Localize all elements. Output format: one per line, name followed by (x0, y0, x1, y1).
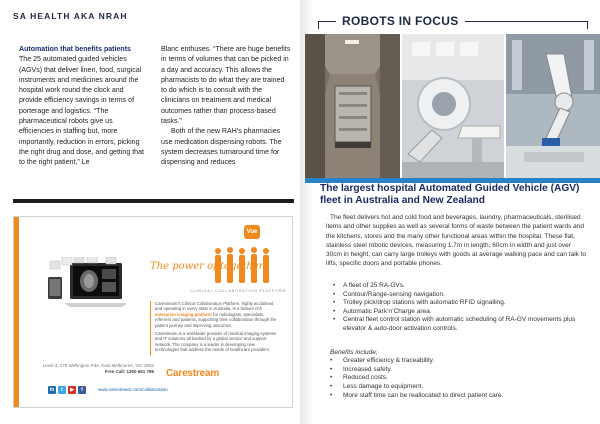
list-item: • Reduced costs. (330, 374, 590, 383)
benefits-list (330, 357, 590, 401)
list-item: • More staff time can be reallocated to direct patient care. (330, 392, 590, 401)
robot-photo-strip (305, 34, 600, 178)
section-title: ROBOTS IN FOCUS (336, 14, 465, 28)
list-item: • Greater efficiency & traceability. (330, 357, 590, 366)
list-item: • Increased safety. (330, 366, 590, 375)
twitter-icon[interactable]: t (58, 386, 66, 394)
list-item: • Central fleet control station with automatic scheduling of RA-GV movements plus elevator & auto-door activation controls. (333, 316, 583, 333)
list-item: • Contour/Range-sensing navigation. (333, 291, 583, 300)
ad-phone: Free Call: 1300 651 786 (104, 369, 154, 375)
ad-website-link[interactable]: www.carestream.com/collaboration (98, 387, 168, 392)
page-header: SA HEALTH AKA NRAH (13, 11, 128, 21)
ad-text-highlight: enterprise imaging platform (155, 311, 212, 317)
benefits-heading: Benefits include; (330, 349, 378, 356)
list-item: • Automatic Park’n’Charge area. (333, 308, 583, 317)
list-item: • A fleet of 25 RA-GVs. (333, 282, 583, 291)
column-2-paragraph-2: Both of the new RAH’s pharmacies use medication dispensing robots. The system decreases turnaround time for dispensing and reduces (161, 128, 282, 167)
ad-address: Level 3, 176 Wellington Pde, East Melbourne, VIC 3002 (42, 363, 154, 368)
fleet-feature-list (333, 282, 583, 334)
section-title-bracket-left (318, 21, 319, 29)
facebook-icon[interactable]: f (78, 386, 86, 394)
agv-corridor-photo (305, 34, 400, 178)
column-2-paragraph-1: Blanc enthuses. “There are huge benefits in terms of volumes that can be picked in a day and accuracy. This allows the pharmacists to do what they are trained to do which is to consult with the clinicians on treatment and medical outcomes rather than process-based tasks.” (161, 46, 291, 126)
article-column-1 (19, 45, 147, 169)
vue-badge: Vue (244, 225, 260, 239)
ad-accent-strip (14, 217, 19, 407)
ad-text-1a: Carestream’s Clinical Collaboration Platform, highly acclaimed and operating in every state in Australia, is a feature rich (155, 301, 274, 312)
ad-text-1b: for radiologists, specialists, referrers and patients, supporting their collaboration through the patient journey and improving outcomes. (155, 311, 277, 328)
social-icons (48, 386, 86, 394)
linkedin-icon[interactable]: in (49, 387, 55, 393)
article-body (326, 213, 588, 269)
ad-address-block (34, 363, 154, 375)
ad-subtitle: CLINICAL COLLABORATION PLATFORM (190, 289, 287, 293)
imaging-robot-photo (402, 34, 504, 178)
ad-text-2: Carestream is a worldwide provider of medical imaging systems and IT solutions all backed by a global service and support network. The company is a leader in developing new technologies that address the needs of healthcare providers. (155, 331, 277, 353)
column-1-text: The 25 automated guided vehicles (AGVs) that deliver linen, food, surgical instruments and medicines around the hospital work round the clock and provide efficiency savings in terms of porterage and logistics. “The pharmaceutical robots give us efficiencies in staffing but, more importantly, reduction in errors, picking the right drug and dose, and getting that to the right patient,” Le (19, 56, 144, 167)
article-column-2 (161, 45, 291, 169)
pharmacy-robot-arm-photo (506, 34, 600, 178)
youtube-icon[interactable]: ▶ (68, 386, 76, 394)
section-divider (13, 199, 294, 203)
ad-tagline: The power of together (150, 261, 264, 272)
carestream-logo: Carestream (166, 368, 220, 379)
carestream-advertisement[interactable] (13, 216, 293, 408)
column-subhead: Automation that benefits patients (19, 46, 131, 53)
list-item: • Less damage to equipment. (330, 383, 590, 392)
section-title-bracket-right (587, 21, 588, 29)
ad-description (150, 301, 278, 356)
laptop-illustration (44, 257, 126, 319)
article-title: The largest hospital Automated Guided Vehicle (AGV) fleet in Australia and New Zealand (320, 183, 580, 206)
list-item: • Trolley pick/drop stations with automatic RFID signalling. (333, 299, 583, 308)
article-paragraph: The fleet delivers hot and cold food and beverages, laundry, pharmaceuticals, sterilised items and other supplies as well as several forms of waste between the patient wards and the kitchens, stores and the many other functional areas within the hospital. These flat, stainless steel robotic devices, measuring 1.7m in length, 60cm in width and just over 30cm in height, can carry large trolleys with goods at average walking pace and can talk to lifts, specific doors and portable phones. (326, 214, 587, 268)
